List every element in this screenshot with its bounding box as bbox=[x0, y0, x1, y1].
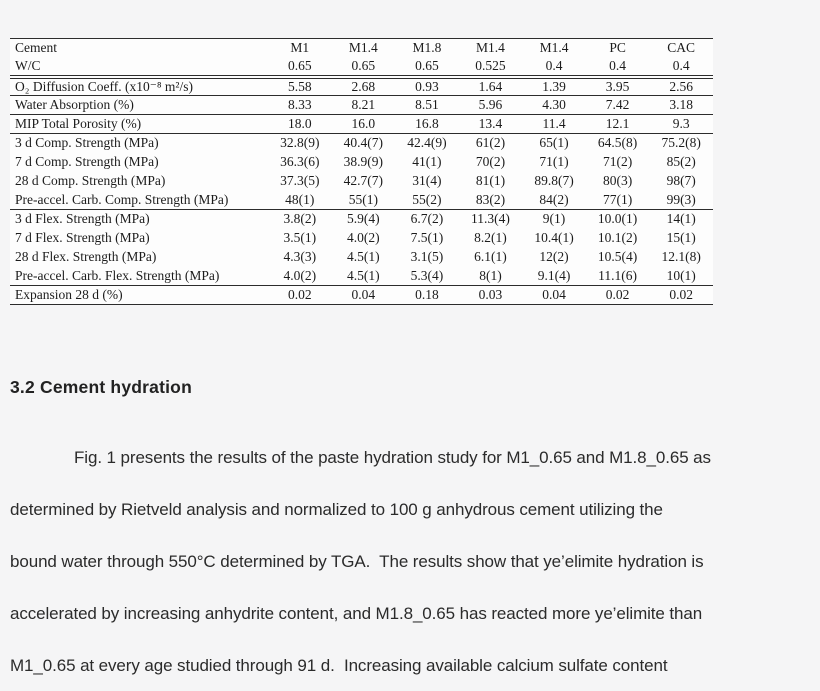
table-cell: 64.5(8) bbox=[597, 135, 638, 151]
table-cell: 71(2) bbox=[602, 154, 633, 169]
table-row bbox=[10, 267, 713, 286]
table-cell: 36.3(6) bbox=[280, 154, 320, 169]
table-row bbox=[10, 134, 713, 153]
table-cell: 5.3(4) bbox=[410, 267, 444, 283]
column-header: M1.4 bbox=[539, 40, 569, 56]
column-wc-value: 0.65 bbox=[415, 58, 439, 73]
results-table-header bbox=[10, 39, 713, 77]
column-wc-value: 0.4 bbox=[609, 58, 627, 73]
table-cell: 55(2) bbox=[412, 191, 442, 207]
table-cell: 11.3(4) bbox=[471, 211, 510, 227]
table-cell: 70(2) bbox=[475, 154, 506, 169]
table-cell: 8.33 bbox=[287, 97, 312, 112]
table-cell: 0.04 bbox=[542, 287, 566, 302]
table-cell: 10(1) bbox=[666, 267, 696, 283]
table-cell: 16.8 bbox=[415, 116, 439, 131]
table-cell: 61(2) bbox=[475, 135, 506, 151]
table-row bbox=[10, 286, 713, 305]
table-row bbox=[10, 248, 713, 267]
table-row bbox=[10, 115, 713, 134]
table-cell: 84(2) bbox=[539, 191, 569, 207]
cement-results-table bbox=[10, 38, 713, 305]
table-cell: 3.8(2) bbox=[283, 211, 317, 227]
table-cell: 3.95 bbox=[605, 78, 630, 94]
column-header: M1 bbox=[290, 40, 310, 56]
cement-row-label: Cement bbox=[15, 40, 57, 56]
table-cell: 6.7(2) bbox=[410, 211, 444, 227]
table-cell: 5.9(4) bbox=[347, 211, 380, 227]
table-cell: 8.2(1) bbox=[474, 230, 507, 245]
table-cell: 65(1) bbox=[539, 135, 569, 151]
row-label: 3 d Flex. Strength (MPa) bbox=[15, 211, 150, 227]
table-cell: 12.1 bbox=[605, 116, 630, 131]
wc-row-label: W/C bbox=[15, 58, 41, 73]
table-cell: 55(1) bbox=[348, 191, 378, 207]
table-cell: 4.3(3) bbox=[283, 249, 317, 264]
table-cell: 89.8(7) bbox=[534, 173, 574, 188]
table-cell: 11.4 bbox=[542, 116, 566, 131]
table-cell: 14(1) bbox=[666, 211, 696, 227]
table-cell: 9(1) bbox=[542, 211, 566, 227]
table-row bbox=[10, 153, 713, 172]
section-heading: 3.2 Cement hydration bbox=[10, 377, 192, 397]
table-cell: 40.4(7) bbox=[343, 135, 384, 151]
table-cell: 0.18 bbox=[415, 287, 439, 302]
table-cell: 4.30 bbox=[542, 97, 566, 112]
table-cell: 2.56 bbox=[669, 78, 693, 94]
table-cell: 18.0 bbox=[287, 116, 312, 131]
table-cell: 13.4 bbox=[478, 116, 503, 131]
column-wc-value: 0.4 bbox=[545, 58, 563, 73]
table-cell: 6.1(1) bbox=[474, 249, 507, 264]
table-cell: 10.5(4) bbox=[597, 249, 638, 264]
table-cell: 10.0(1) bbox=[597, 211, 638, 227]
table-cell: 71(1) bbox=[539, 154, 569, 169]
table-cell: 9.3 bbox=[672, 116, 690, 131]
table-cell: 3.5(1) bbox=[283, 230, 317, 245]
column-wc-value: 0.4 bbox=[672, 58, 690, 73]
table-cell: 7.42 bbox=[605, 97, 630, 112]
table-cell: 8(1) bbox=[479, 267, 502, 283]
table-cell: 48(1) bbox=[285, 191, 315, 207]
row-label: 7 d Flex. Strength (MPa) bbox=[15, 230, 150, 245]
table-cell: 4.5(1) bbox=[347, 249, 380, 264]
row-label: 3 d Comp. Strength (MPa) bbox=[15, 135, 159, 151]
paragraph-line: Fig. 1 presents the results of the paste hydration study for M1_0.65 and M1.8_0.65 as bbox=[74, 448, 711, 467]
table-cell: 37.3(5) bbox=[280, 173, 320, 188]
row-label: O₂ Diffusion Coeff. (x10⁻⁸ m²/s) bbox=[15, 78, 193, 94]
row-label: 28 d Comp. Strength (MPa) bbox=[15, 173, 166, 188]
table-cell: 31(4) bbox=[412, 173, 442, 188]
paragraph-line: M1_0.65 at every age studied through 91 d. Increasing available calcium sulfate content bbox=[10, 656, 668, 675]
row-label: Water Absorption (%) bbox=[15, 97, 134, 112]
table-cell: 4.0(2) bbox=[347, 230, 380, 245]
table-cell: 98(7) bbox=[666, 173, 696, 188]
table-cell: 16.0 bbox=[351, 116, 376, 131]
table-cell: 0.02 bbox=[669, 287, 693, 302]
cement-header-row bbox=[10, 39, 713, 58]
table-cell: 2.68 bbox=[351, 78, 376, 94]
table-cell: 12(2) bbox=[539, 249, 569, 264]
table-cell: 0.04 bbox=[351, 287, 376, 302]
row-label: Pre-accel. Carb. Comp. Strength (MPa) bbox=[15, 191, 229, 207]
table-cell: 81(1) bbox=[475, 173, 506, 188]
table-cell: 99(3) bbox=[666, 191, 696, 207]
table-cell: 12.1(8) bbox=[661, 249, 701, 264]
table-cell: 1.39 bbox=[542, 78, 566, 94]
table-cell: 0.93 bbox=[415, 78, 439, 94]
table-cell: 7.5(1) bbox=[410, 230, 444, 245]
table-cell: 4.5(1) bbox=[347, 267, 380, 283]
table-row bbox=[10, 172, 713, 191]
table-cell: 77(1) bbox=[602, 191, 633, 207]
paragraph-line: accelerated by increasing anhydrite content, and M1.8_0.65 has reacted more ye’elimite than bbox=[10, 604, 703, 623]
table-row bbox=[10, 191, 713, 210]
column-header: M1.4 bbox=[476, 40, 505, 56]
column-header: PC bbox=[609, 40, 626, 56]
table-cell: 80(3) bbox=[602, 173, 633, 188]
table-cell: 4.0(2) bbox=[283, 267, 317, 283]
table-cell: 38.9(9) bbox=[343, 154, 384, 169]
table-cell: 0.02 bbox=[287, 287, 312, 302]
row-label: MIP Total Porosity (%) bbox=[15, 116, 142, 131]
table-cell: 42.4(9) bbox=[407, 135, 447, 151]
table-cell: 42.7(7) bbox=[343, 173, 384, 188]
column-header: M1.8 bbox=[412, 40, 442, 56]
table-row bbox=[10, 96, 713, 115]
row-label: Expansion 28 d (%) bbox=[15, 287, 123, 302]
table-cell: 10.4(1) bbox=[534, 230, 574, 245]
results-table bbox=[10, 38, 713, 305]
column-wc-value: 0.65 bbox=[351, 58, 376, 73]
table-cell: 1.64 bbox=[478, 78, 503, 94]
body-paragraph bbox=[10, 432, 818, 691]
table-cell: 0.02 bbox=[605, 287, 630, 302]
table-cell: 3.1(5) bbox=[410, 249, 444, 264]
table-cell: 0.03 bbox=[478, 287, 503, 302]
table-cell: 11.1(6) bbox=[598, 267, 638, 283]
table-cell: 5.58 bbox=[287, 78, 312, 94]
wc-header-row bbox=[10, 58, 713, 77]
column-header: M1.4 bbox=[348, 40, 378, 56]
table-cell: 8.21 bbox=[351, 97, 376, 112]
paragraph-line: determined by Rietveld analysis and normalized to 100 g anhydrous cement utilizing the bbox=[10, 500, 663, 519]
table-cell: 41(1) bbox=[412, 154, 442, 169]
column-wc-value: 0.65 bbox=[287, 58, 312, 73]
table-cell: 9.1(4) bbox=[537, 267, 571, 283]
table-cell: 10.1(2) bbox=[597, 230, 638, 245]
table-cell: 85(2) bbox=[666, 154, 696, 169]
table-cell: 75.2(8) bbox=[661, 135, 701, 151]
table-row bbox=[10, 77, 713, 96]
table-row bbox=[10, 210, 713, 229]
row-label: 7 d Comp. Strength (MPa) bbox=[15, 154, 159, 169]
paragraph-line: bound water through 550°C determined by TGA. The results show that ye’elimite hydration is bbox=[10, 552, 704, 571]
row-label: 28 d Flex. Strength (MPa) bbox=[15, 249, 157, 264]
table-cell: 32.8(9) bbox=[280, 135, 320, 151]
table-cell: 8.51 bbox=[415, 97, 439, 112]
results-table-body bbox=[10, 77, 713, 305]
table-cell: 3.18 bbox=[669, 97, 693, 112]
row-label: Pre-accel. Carb. Flex. Strength (MPa) bbox=[15, 267, 220, 283]
table-cell: 15(1) bbox=[666, 230, 696, 245]
table-cell: 5.96 bbox=[478, 97, 503, 112]
column-header: CAC bbox=[667, 40, 696, 56]
table-row bbox=[10, 229, 713, 248]
table-cell: 83(2) bbox=[475, 191, 506, 207]
column-wc-value: 0.525 bbox=[475, 58, 506, 73]
